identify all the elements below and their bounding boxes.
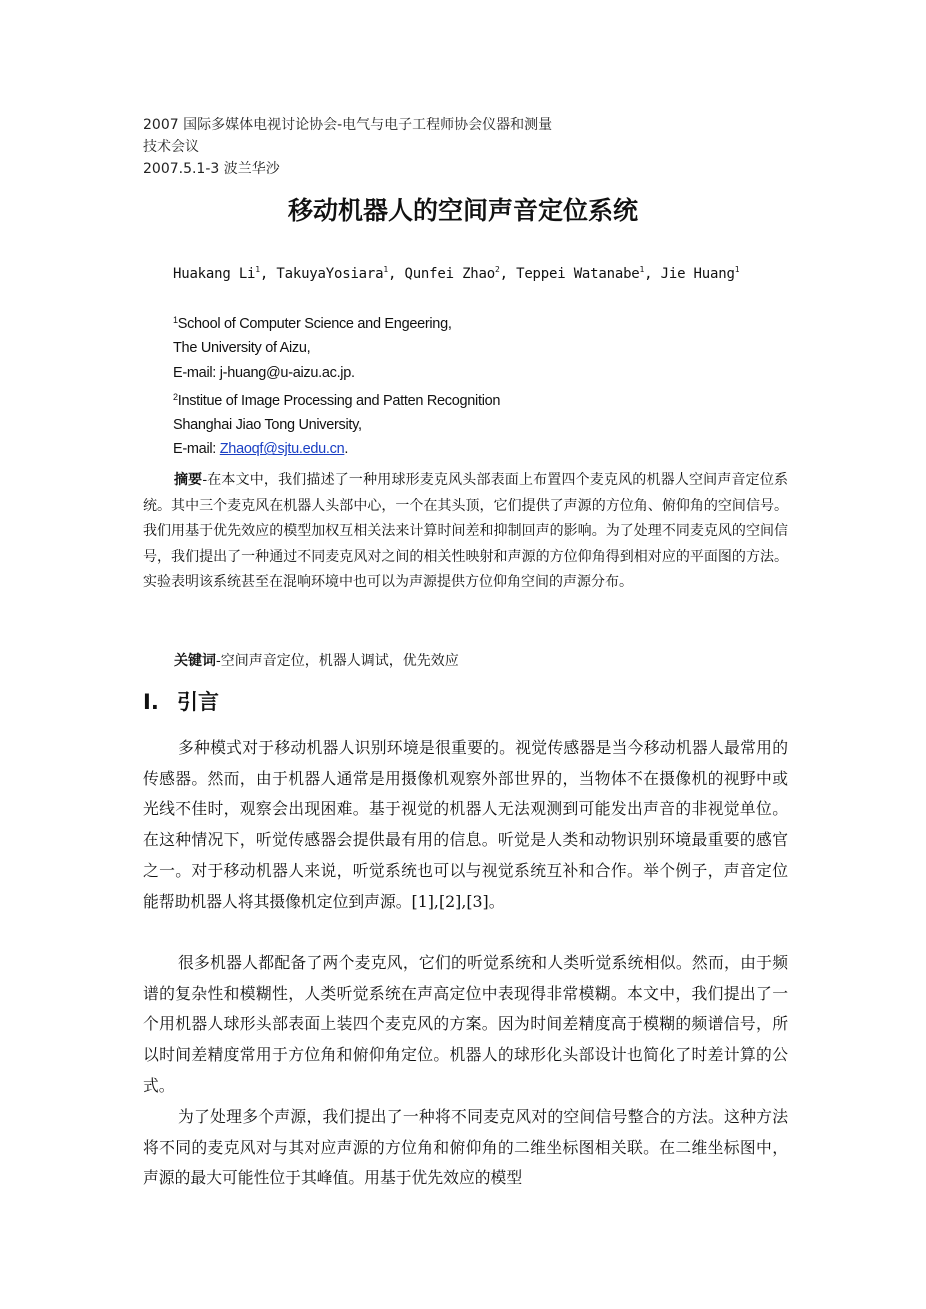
paragraph: 多种模式对于移动机器人识别环境是很重要的。视觉传感器是当今移动机器人最常用的传感器。然而，由于机器人通常是用摄像机观察外部世界的，当物体不在摄像机的视野中或光线不佳时，观察会出现困难。基于视觉的机器人无法观测到可能发出声音的非视觉单位。在这种情况下，听觉传感器会提供最有用的信息。听觉是人类和动物识别环境最重要的感官之一。对于移动机器人来说，听觉系统也可以与视觉系统互补和合作。举个例子，声音定位能帮助机器人将其摄像机定位到声源。[1],[2],[3]。 — [143, 738, 788, 911]
author: Qunfei Zhao$^2$, — [404, 265, 517, 282]
abstract-label: 摘要 — [174, 472, 203, 488]
section-title: 引言 — [177, 690, 219, 714]
affiliation-2-line-1: $^2$Institue of Image Processing and Patten Recognition — [173, 391, 501, 409]
affiliation-1-email: E-mail: j-huang@u-aizu.ac.jp. — [173, 364, 355, 381]
paper-title: 移动机器人的空间声音定位系统 — [287, 196, 638, 225]
keywords-text: -空间声音定位，机器人调试，优先效应 — [216, 653, 459, 669]
affiliation-2-line-2: Shanghai Jiao Tong University, — [173, 417, 362, 434]
conference-header — [143, 114, 552, 180]
author: Huakang Li$^1$, — [173, 265, 277, 282]
author-list — [173, 258, 739, 286]
author: Teppei Watanabe$^1$, — [516, 265, 661, 282]
header-line-2: 技术会议 — [143, 139, 199, 155]
author: Jie Huang$^1$ — [660, 265, 740, 282]
header-line-3: 2007.5.1-3 波兰华沙 — [143, 161, 280, 177]
affiliation-2-email: E-mail: Zhaoqf@sjtu.edu.cn. — [173, 441, 349, 458]
email-link[interactable]: Zhaoqf@sjtu.edu.cn — [219, 441, 345, 458]
abstract — [143, 468, 788, 596]
section-heading — [143, 686, 219, 718]
section-number: I. — [143, 690, 159, 714]
affiliation-1-line-2: The University of Aizu, — [173, 340, 311, 357]
paragraph: 为了处理多个声源，我们提出了一种将不同麦克风对的空间信号整合的方法。这种方法将不同的麦克风对与其对应声源的方位角和俯仰角的二维坐标图相关联。在二维坐标图中，声源的最大可能性位于其峰值。用基于优先效应的模型 — [143, 1107, 788, 1188]
abstract-text: -在本文中，我们描述了一种用球形麦克风头部表面上布置四个麦克风的机器人空间声音定位系统。其中三个麦克风在机器人头部中心，一个在其头顶，它们提供了声源的方位角、俯仰角的空间信号。我们用基于优先效应的模型加权互相关法来计算时间差和抑制回声的影响。为了处理不同麦克风的空间信号，我们提出了一种通过不同麦克风对之间的相关性映射和声源的方位仰角得到相对应的平面图的方法。实验表明该系统甚至在混响环境中也可以为声源提供方位仰角空间的声源分布。 — [143, 472, 788, 590]
affiliation-1-line-1: $^1$School of Computer Science and Engeering, — [173, 315, 452, 332]
keywords — [174, 650, 459, 672]
keywords-label: 关键词 — [174, 653, 216, 669]
header-line-1: 2007 国际多媒体电视讨论协会-电气与电子工程师协会仪器和测量 — [143, 117, 553, 133]
affiliations — [173, 308, 500, 462]
author: TakuyaYosiara$^1$, — [276, 265, 405, 282]
paragraph: 很多机器人都配备了两个麦克风，它们的听觉系统和人类听觉系统相似。然而，由于频谱的复杂性和模糊性，人类听觉系统在声高定位中表现得非常模糊。本文中，我们提出了一个用机器人球形头部表面上装四个麦克风的方案。因为时间差精度高于模糊的频谱信号，所以时间差精度常用于方位角和俯仰角定位。机器人的球形化头部设计也简化了时差计算的公式。 — [143, 953, 788, 1095]
